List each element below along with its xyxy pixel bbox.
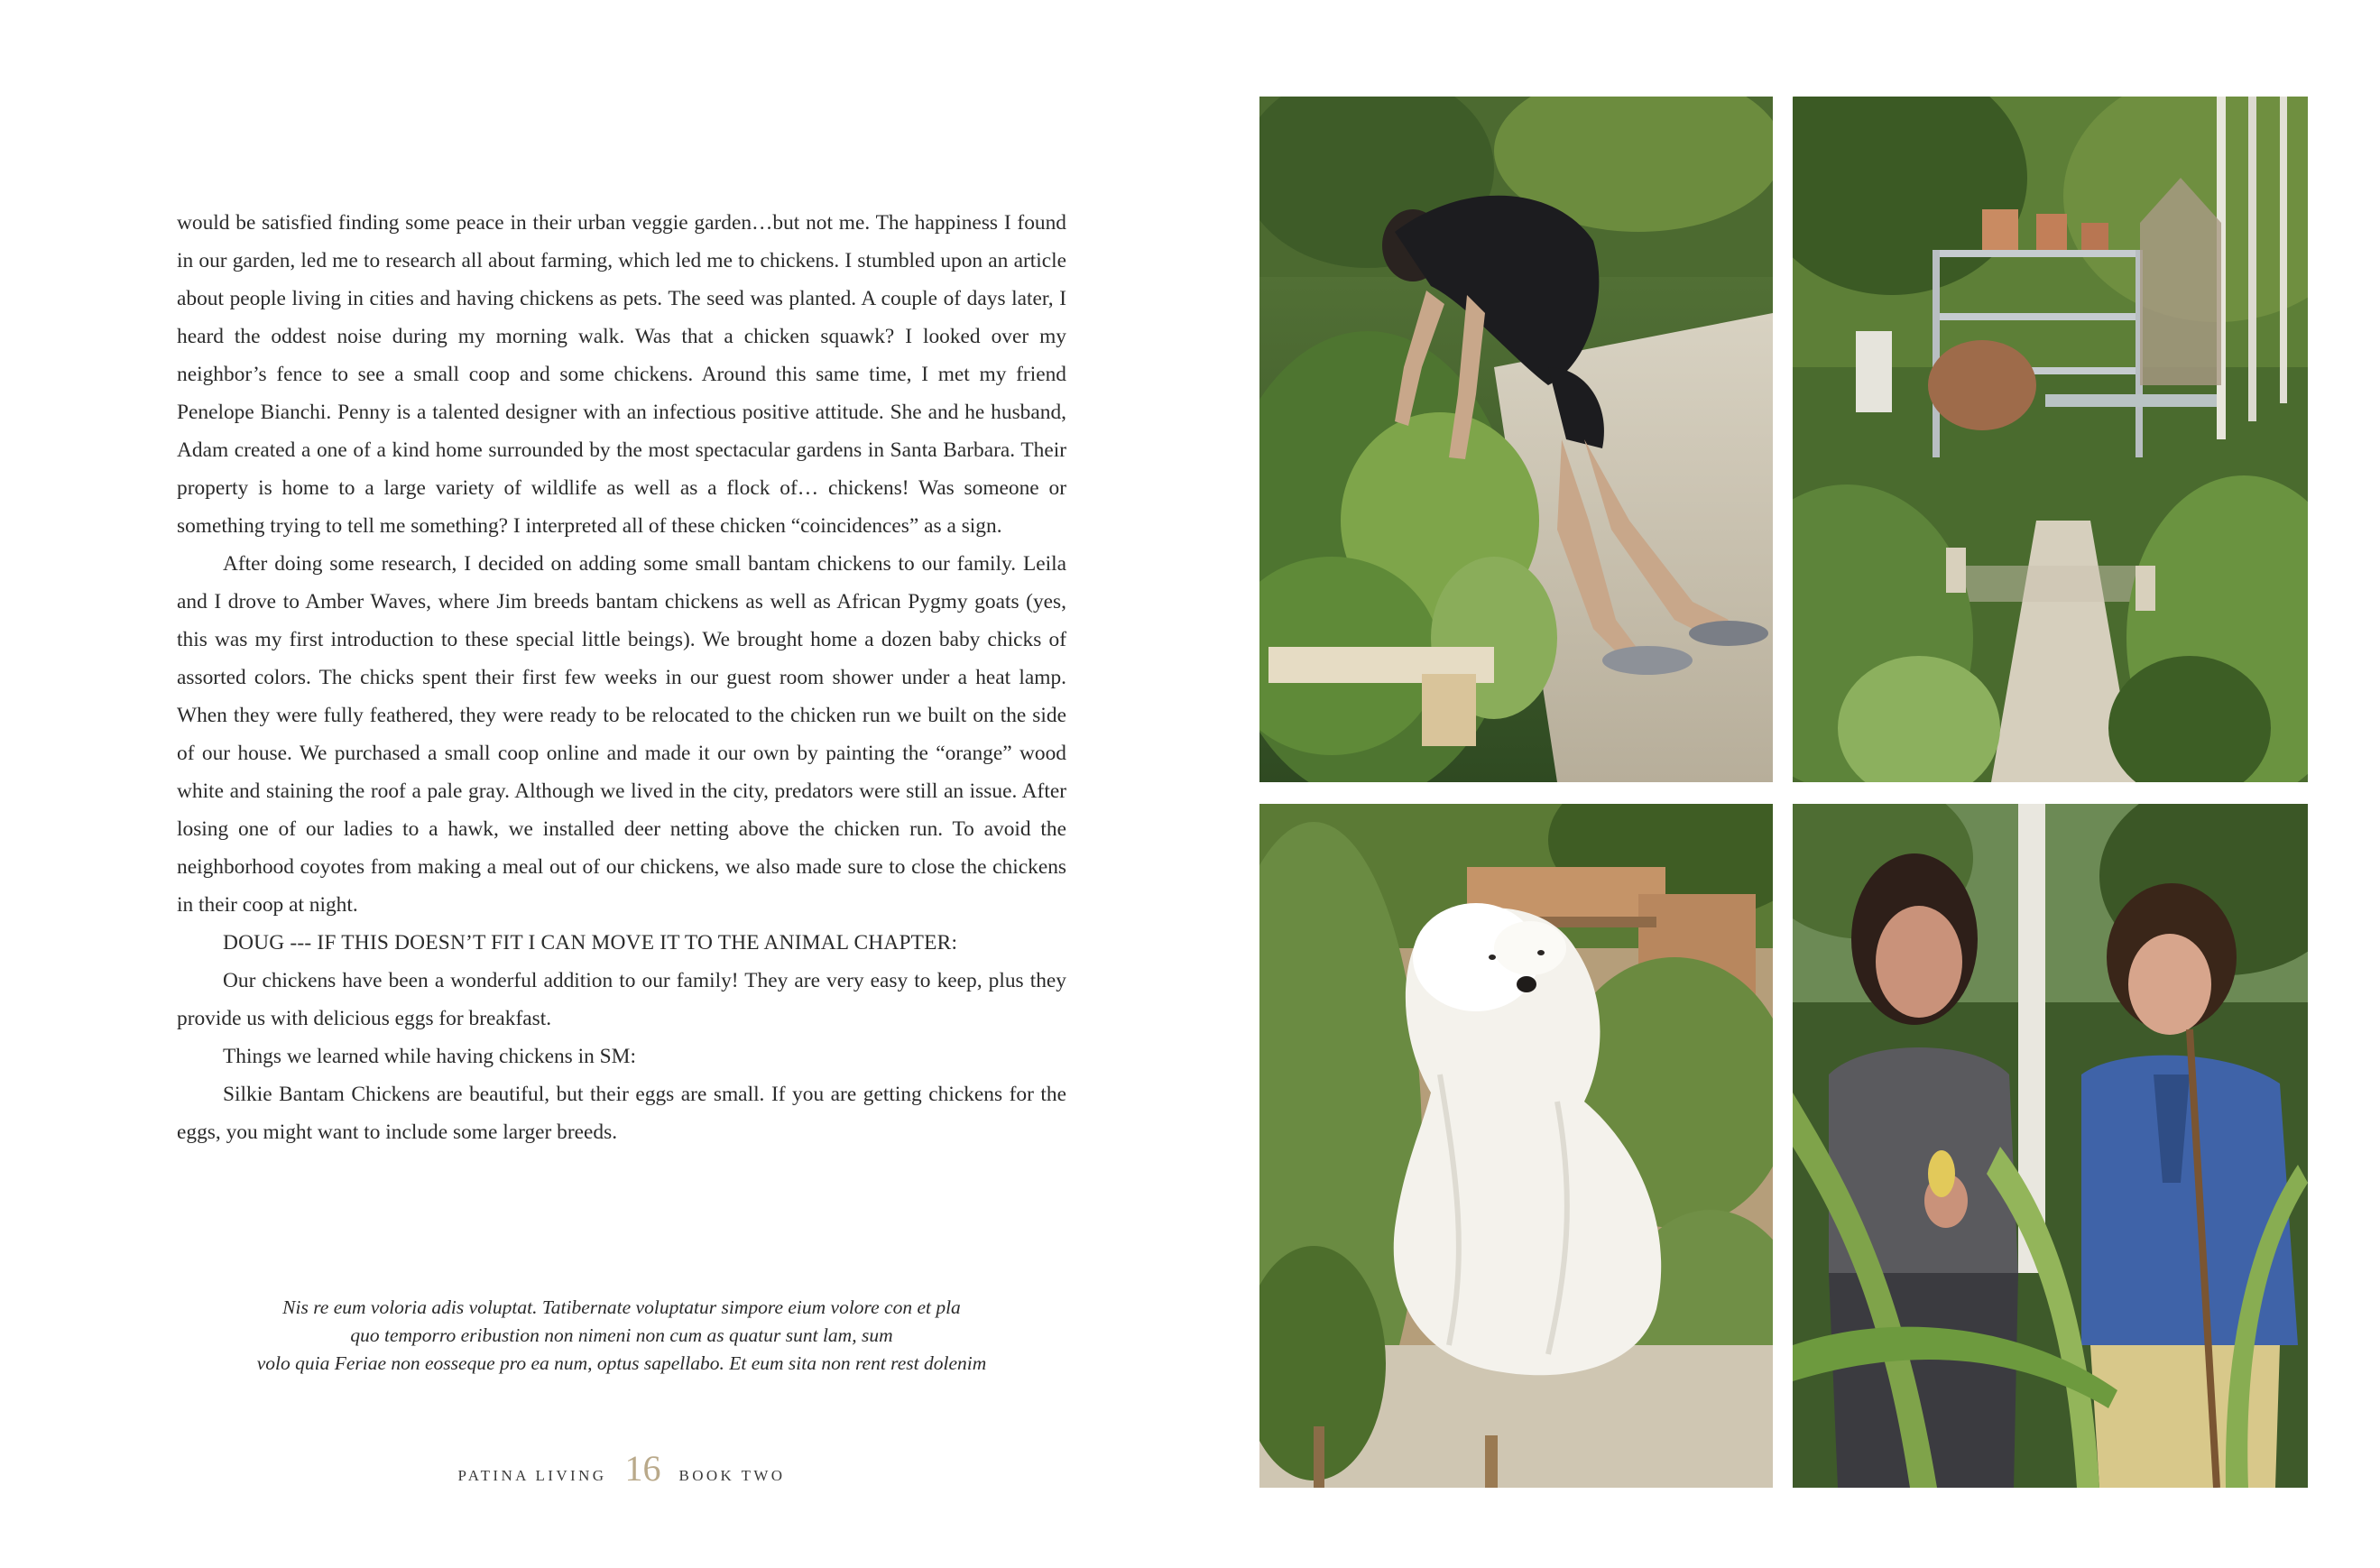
caption-line: volo quia Feriae non eosseque pro ea num, optus sapellabo. Et eum sita non rent rest dolenim <box>256 1352 987 1374</box>
photo-boy-gardening <box>1259 97 1773 782</box>
editor-note: DOUG --- IF THIS DOESN’T FIT I CAN MOVE IT TO THE ANIMAL CHAPTER: <box>223 931 958 955</box>
caption-line: quo temporro eribustion non nimeni non cum as quatur sunt lam, sum <box>350 1324 893 1346</box>
body-text <box>177 204 1066 1151</box>
paragraph-4: Things we learned while having chickens in SM: <box>223 1045 636 1068</box>
photo-caption <box>177 1294 1066 1378</box>
paragraph-5: Silkie Bantam Chickens are beautiful, but their eggs are small. If you are getting chickens for the eggs, you might want to include some larger breeds. <box>177 1083 1066 1144</box>
page-number: 16 <box>624 1448 661 1489</box>
photo-picking-corn <box>1793 804 2308 1488</box>
photo-white-dog <box>1259 804 1773 1488</box>
paragraph-1: would be satisfied finding some peace in their urban veggie garden…but not me. The happiness I found in our garden, led me to research all about farming, which led me to chickens. I stumbled upon an article about people living in cities and having chickens as pets. The seed was planted. A couple of days later, I heard the oddest noise during my morning walk. Was that a chicken squawk? I looked over my neighbor’s fence to see a small coop and some chickens. Around this same time, I met my friend Penelope Bianchi. Penny is a talented designer with an infectious positive attitude. She and he husband, Adam created a one of a kind home surrounded by the most spectacular gardens in Santa Barbara. Their property is home to a large variety of wildlife as well as a flock of… chickens! Was someone or something trying to tell me something? I interpreted all of these chicken “coincidences” as a sign. <box>177 211 1066 538</box>
running-section: BOOK TWO <box>678 1467 786 1484</box>
caption-line: Nis re eum voloria adis voluptat. Tatibernate voluptatur simpore eium volore con et pla <box>282 1296 961 1318</box>
paragraph-3: Our chickens have been a wonderful addition to our family! They are very easy to keep, plus they provide us with delicious eggs for breakfast. <box>177 969 1066 1030</box>
page-folio <box>177 1448 1066 1494</box>
photo-garden-path <box>1793 97 2308 782</box>
running-title: PATINA LIVING <box>457 1467 607 1484</box>
paragraph-2: After doing some research, I decided on adding some small bantam chickens to our family. Leila and I drove to Amber Waves, where Jim breeds bantam chickens as well as African Pygmy goats (yes, this was my first introduction to these special little beings). We brought home a dozen baby chicks of assorted colors. The chicks spent their first few weeks in our guest room shower under a heat lamp. When they were fully feathered, they were ready to be relocated to the chicken run we built on the side of our house. We purchased a small coop online and made it our own by painting the “orange” wood white and staining the roof a pale gray. Although we lived in the city, predators were still an issue. After losing one of our ladies to a hawk, we installed deer netting above the chicken run. To avoid the neighborhood coyotes from making a meal out of our chickens, we also made sure to close the chickens in their coop at night. <box>177 552 1066 917</box>
